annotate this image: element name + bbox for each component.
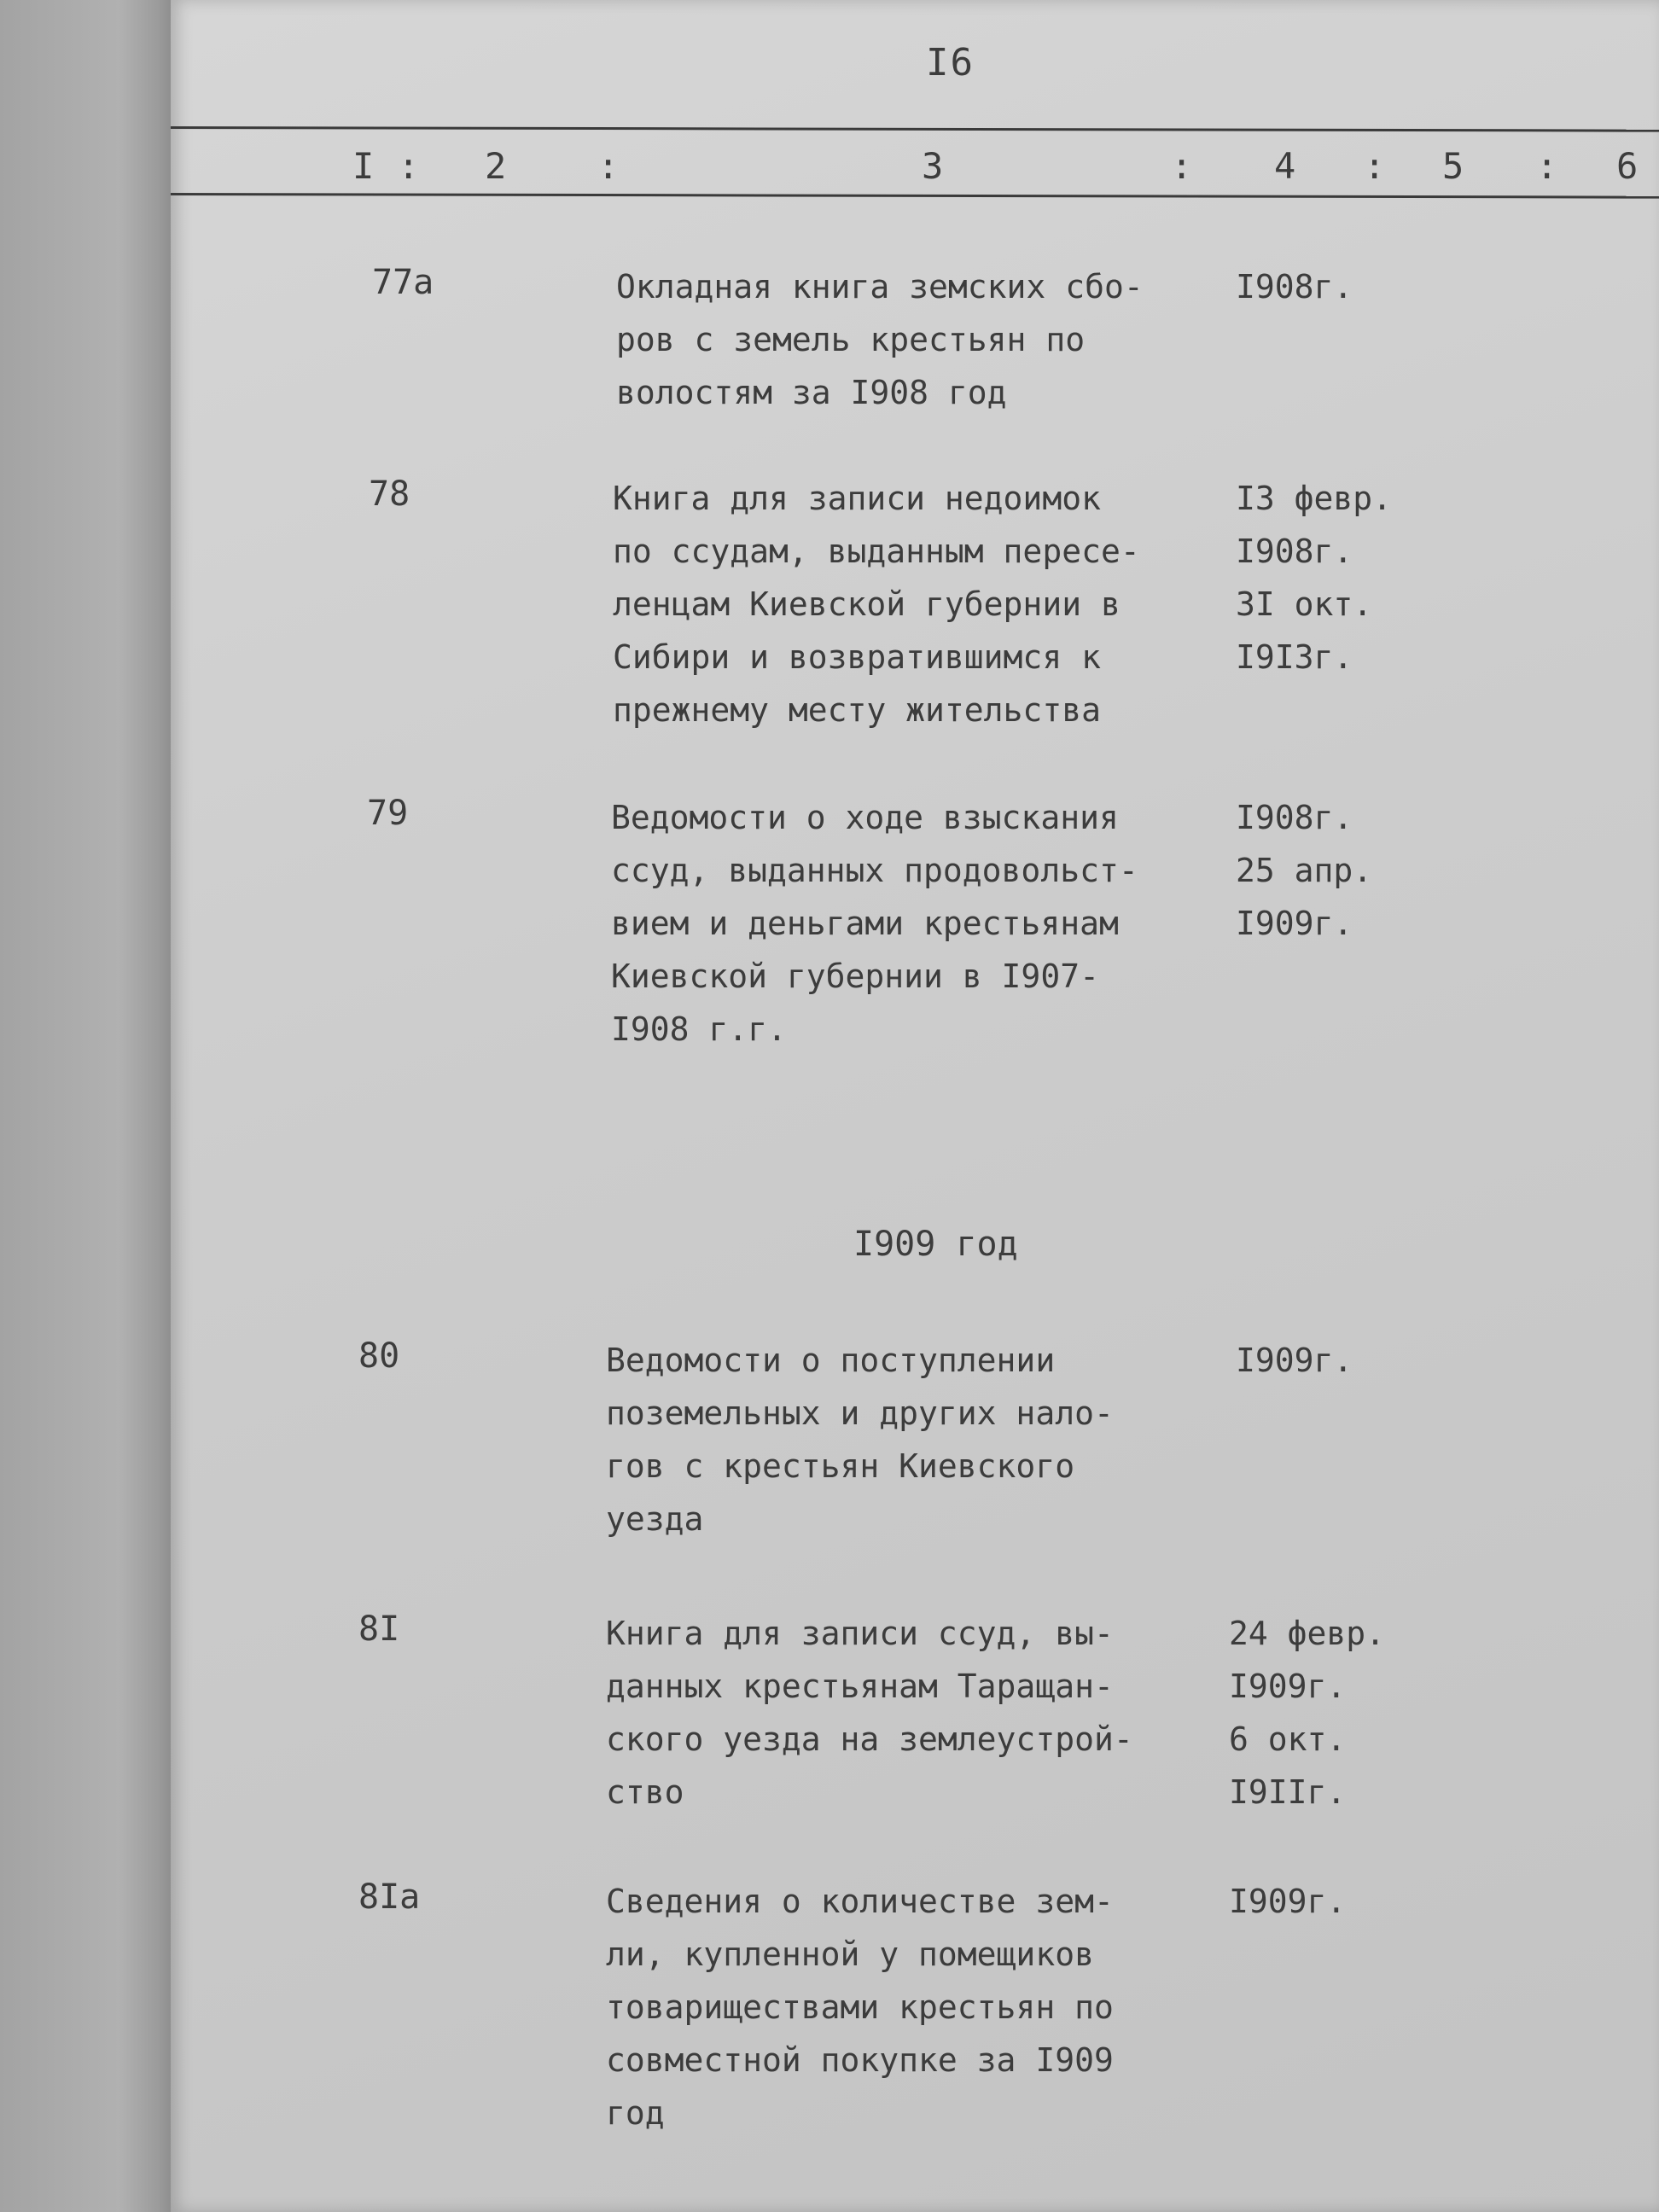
page-number: I6 (926, 41, 975, 84)
entry-line: ров с земель крестьян по (616, 321, 1086, 358)
entry-date: I909г. (1236, 1342, 1353, 1379)
entry-number: 79 (367, 794, 409, 833)
entry-date: 6 окт. (1229, 1720, 1347, 1758)
entry-line: год (606, 2094, 665, 2132)
entry-dates (1229, 1875, 1346, 1928)
entry-description (606, 1334, 1114, 1545)
entry-dates (1236, 1334, 1353, 1387)
column-separator: : (597, 145, 620, 187)
entry-line: Книга для записи ссуд, вы- (606, 1615, 1114, 1652)
entry-date: I909г. (1236, 905, 1353, 942)
entry-line: I908 г.г. (611, 1010, 787, 1048)
entry-line: ли, купленной у помещиков (606, 1936, 1094, 1973)
entry-line: поземельных и других нало- (606, 1394, 1114, 1432)
entry-line: ленцам Киевской губернии в (613, 585, 1121, 623)
entry-description (616, 260, 1144, 419)
entry-description (611, 791, 1138, 1056)
entry-date: 24 февр. (1229, 1615, 1386, 1652)
entry-description (606, 1875, 1114, 2139)
entry-line: Окладная книга земских сбо- (616, 268, 1144, 306)
entry-number: 8I (358, 1610, 400, 1649)
column-header-4: 4 (1274, 145, 1296, 187)
entry-line: товариществами крестьян по (606, 1988, 1114, 2026)
column-header-2: 2 (485, 145, 507, 187)
entry-description (606, 1607, 1133, 1819)
entry-line: ссуд, выданных продовольст- (611, 852, 1138, 889)
entry-description (613, 472, 1140, 736)
entry-date: I908г. (1236, 799, 1353, 836)
entry-date: 3I окт. (1236, 585, 1373, 623)
column-header-6: 6 (1616, 145, 1639, 187)
entry-date: 25 апр. (1236, 852, 1373, 889)
entry-dates (1229, 1607, 1385, 1819)
entry-line: Киевской губернии в I907- (611, 958, 1099, 995)
entry-dates (1236, 472, 1392, 684)
entry-number: 77а (372, 263, 434, 302)
entry-line: Книга для записи недоимок (613, 480, 1101, 517)
column-separator: : (1364, 145, 1386, 187)
book-binding-edge (0, 0, 171, 2212)
entry-line: ского уезда на землеустрой- (606, 1720, 1133, 1758)
entry-date: I909г. (1229, 1883, 1347, 1920)
entry-date: I909г. (1229, 1668, 1347, 1705)
entry-date: I3 февр. (1236, 480, 1393, 517)
entry-line: уезда (606, 1500, 704, 1538)
entry-line: по ссудам, выданным пересе- (613, 533, 1140, 570)
entry-line: вием и деньгами крестьянам (611, 905, 1119, 942)
entry-line: прежнему месту жительства (613, 691, 1101, 729)
entry-line: Ведомости о поступлении (606, 1342, 1056, 1379)
entry-number: 80 (358, 1336, 400, 1376)
entry-number: 78 (369, 474, 410, 514)
column-header-1: I (352, 145, 375, 187)
entry-line: Сведения о количестве зем- (606, 1883, 1114, 1920)
column-separator: : (1171, 145, 1193, 187)
entry-line: гов с крестьян Киевского (606, 1447, 1075, 1485)
column-header-5: 5 (1442, 145, 1464, 187)
entry-line: ство (606, 1773, 684, 1811)
entry-number: 8Iа (358, 1877, 421, 1917)
column-separator: : (398, 145, 420, 187)
column-header-3: 3 (922, 145, 944, 187)
entry-date: I9IIг. (1229, 1773, 1347, 1811)
entry-date: I908г. (1236, 533, 1353, 570)
entry-dates (1236, 791, 1372, 950)
entry-date: I9I3г. (1236, 638, 1353, 676)
year-heading: I909 год (853, 1225, 1018, 1264)
entry-line: Сибири и возвратившимся к (613, 638, 1101, 676)
entry-line: волостям за I908 год (616, 374, 1007, 411)
entry-line: данных крестьянам Таращан- (606, 1668, 1114, 1705)
column-separator: : (1536, 145, 1558, 187)
entry-date: I908г. (1236, 268, 1353, 306)
entry-dates (1236, 260, 1353, 313)
entry-line: Ведомости о ходе взыскания (611, 799, 1119, 836)
entry-line: совместной покупке за I909 (606, 2041, 1114, 2079)
